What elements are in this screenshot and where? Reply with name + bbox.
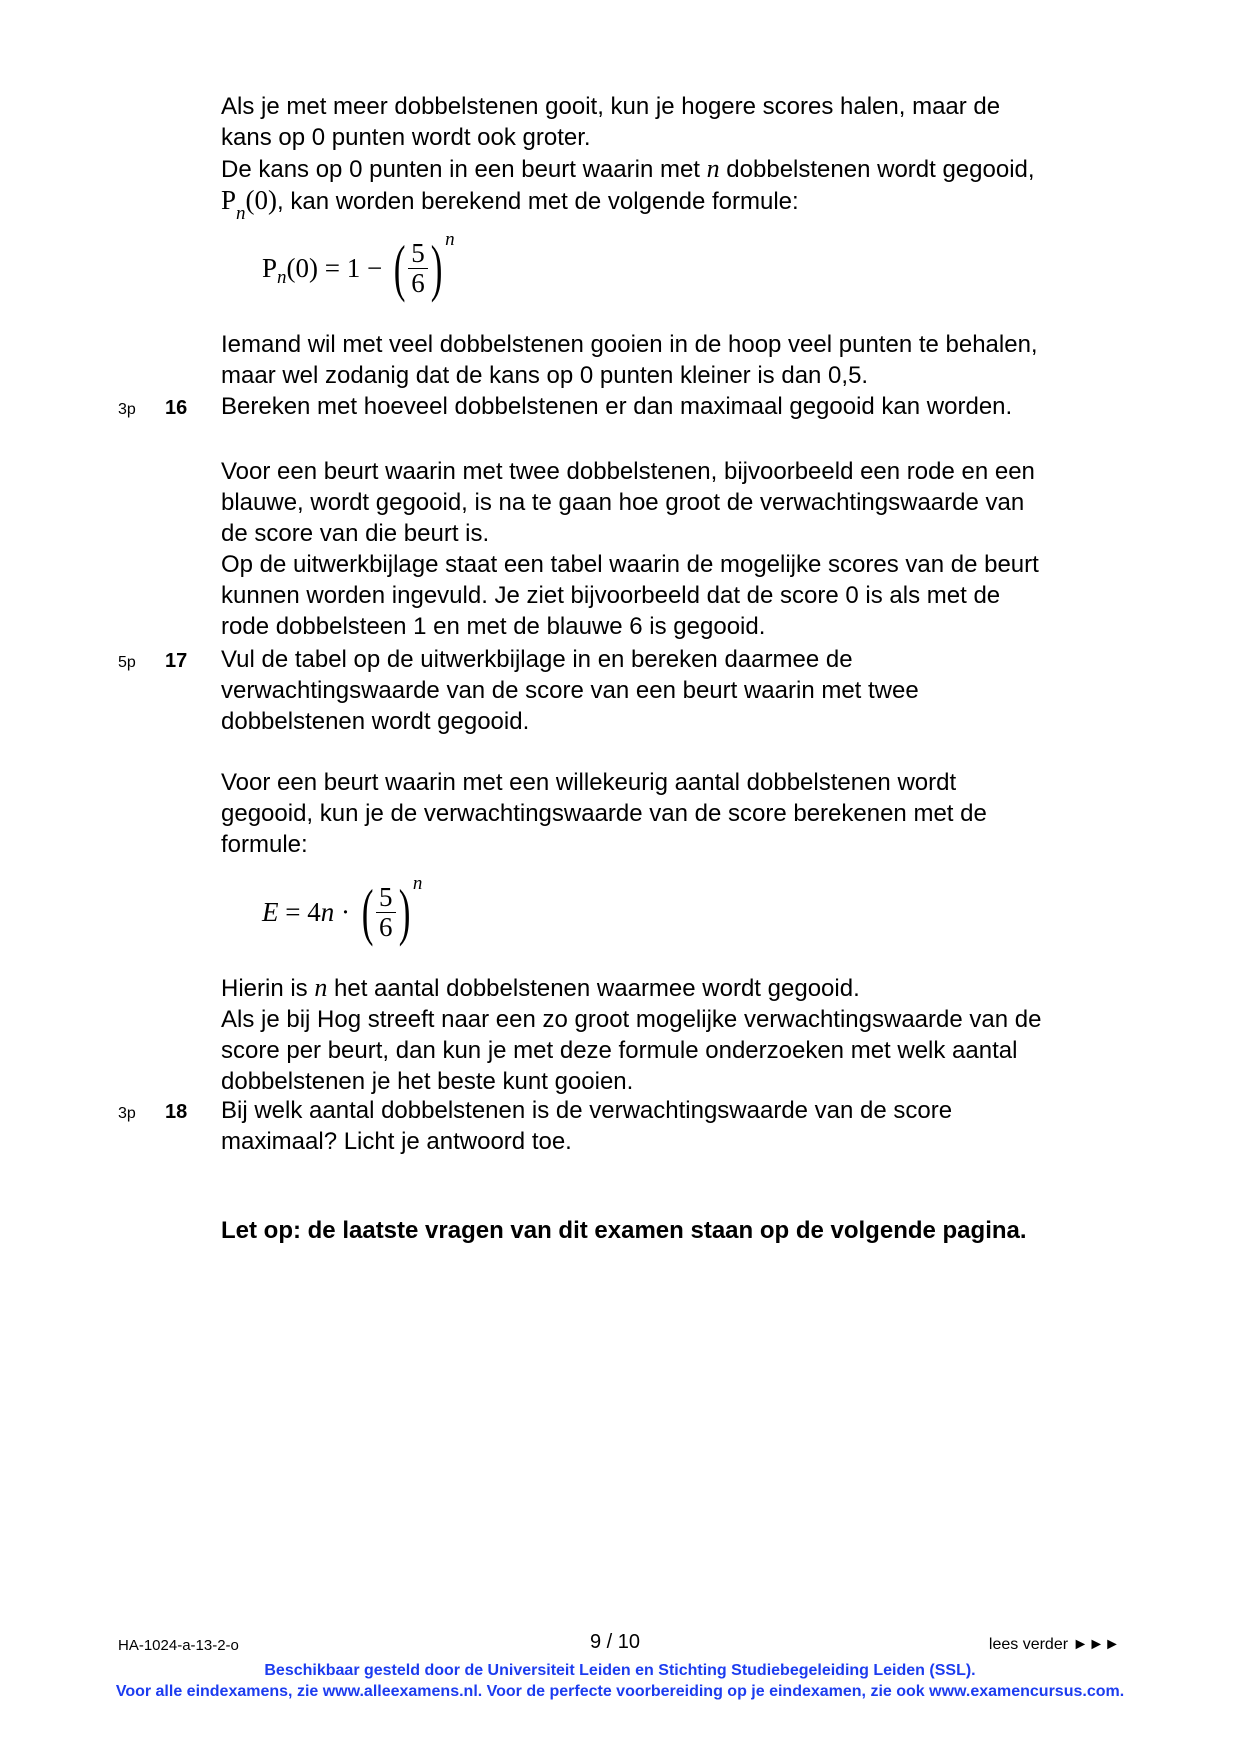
intro-line-4 [221, 185, 1151, 224]
q17-line: dobbelstenen wordt gegooid. [221, 708, 530, 735]
formula1-numerator: 5 [408, 239, 428, 268]
para5-line: Als je bij Hog streeft naar een zo groot mogelijke verwachtingswaarde van de [221, 1006, 1042, 1033]
para5-text-b: het aantal dobbelstenen waarmee wordt gegooid. [327, 975, 860, 1002]
para3-line: rode dobbelsteen 1 en met de blauwe 6 is gegooid. [221, 613, 766, 640]
intro-line-3 [221, 153, 1151, 185]
formula2-right-paren: ) [398, 876, 411, 947]
formula2-numerator: 5 [376, 883, 396, 912]
para3-line: de score van die beurt is. [221, 520, 490, 547]
question-18 [221, 1095, 1151, 1157]
prob-symbol: P [221, 185, 237, 215]
para2-line-1: Iemand wil met veel dobbelstenen gooien in de hoop veel punten te behalen, [221, 331, 1038, 358]
formula2-fraction [376, 883, 396, 941]
intro-line-4-text: , kan worden berekend met de volgende formule: [277, 188, 799, 215]
paragraph-5 [221, 972, 1151, 1097]
q17-line: verwachtingswaarde van de score van een beurt waarin met twee [221, 677, 919, 704]
formula1-left-paren: ( [393, 232, 406, 303]
paragraph-2 [221, 329, 1151, 391]
para2-line-2: maar wel zodanig dat de kans op 0 punten kleiner is dan 0,5. [221, 362, 869, 389]
formula1-equals: = 1 − [318, 252, 389, 283]
credit-line-1: Beschikbaar gesteld door de Universiteit Leiden en Stichting Studiebegeleiding Leiden (SSL). [264, 1662, 976, 1679]
formula2-equals: = 4 [278, 896, 321, 927]
formula1-p: P [262, 252, 278, 283]
para5-line-1 [221, 972, 1151, 1004]
credit-line-2[interactable]: Voor alle eindexamens, zie www.alleexamens.nl. Voor de perfecte voorbereiding op je eindexamen, zie ook www.examencursus.com. [115, 1683, 1125, 1700]
formula2-denominator: 6 [379, 911, 393, 942]
q17-line: Vul de tabel op de uitwerkbijlage in en bereken daarmee de [221, 646, 853, 673]
para3-line: Op de uitwerkbijlage staat een tabel waarin de mogelijke scores van de beurt [221, 551, 1039, 578]
question-17 [221, 644, 1151, 737]
prob-argument: (0) [245, 185, 278, 215]
formula1-exponent: n [445, 229, 455, 250]
para5-line: dobbelstenen je het beste kunt gooien. [221, 1068, 634, 1095]
para3-line: kunnen worden ingevuld. Je ziet bijvoorbeeld dat de score 0 is als met de [221, 582, 1001, 609]
formula2-n: n [320, 896, 335, 927]
para4-line: formule: [221, 831, 308, 858]
intro-line-3-text-b: dobbelstenen wordt gegooid, [719, 156, 1035, 183]
formula1-right-paren: ) [430, 232, 443, 303]
prob-subscript: n [236, 203, 246, 224]
para4-line: Voor een beurt waarin met een willekeurig aantal dobbelstenen wordt [221, 769, 957, 796]
variable-n: n [314, 973, 328, 1002]
q18-number: 18 [165, 1101, 188, 1123]
q16-number: 16 [165, 397, 188, 419]
formula2-dot: · [334, 896, 357, 927]
q16-points: 3p [118, 401, 136, 418]
variable-n: n [706, 154, 720, 183]
q18-points: 3p [118, 1105, 136, 1122]
formula2-exponent: n [412, 873, 423, 894]
exam-code: HA-1024-a-13-2-o [118, 1637, 239, 1654]
intro-line-2: kans op 0 punten wordt ook groter. [221, 124, 591, 151]
formula1-denominator: 6 [411, 267, 425, 298]
formula1-argument: (0) [286, 252, 319, 283]
notice-text: Let op: de laatste vragen van dit examen staan op de volgende pagina. [221, 1217, 1027, 1244]
formula-p-n-zero [262, 229, 455, 303]
paragraph-3 [221, 456, 1151, 642]
para3-line: blauwe, wordt gegooid, is na te gaan hoe groot de verwachtingswaarde van [221, 489, 1025, 516]
q18-line: Bij welk aantal dobbelstenen is de verwachtingswaarde van de score [221, 1097, 953, 1124]
q17-points: 5p [118, 654, 136, 671]
q18-line: maximaal? Licht je antwoord toe. [221, 1128, 572, 1155]
formula1-fraction [408, 239, 428, 297]
q16-text: Bereken met hoeveel dobbelstenen er dan maximaal gegooid kan worden. [221, 393, 1013, 420]
intro-line-1: Als je met meer dobbelstenen gooit, kun je hogere scores halen, maar de [221, 93, 1001, 120]
formula2-left-paren: ( [361, 876, 374, 947]
para3-line: Voor een beurt waarin met twee dobbelstenen, bijvoorbeeld een rode en een [221, 458, 1035, 485]
page-number: 9 / 10 [590, 1631, 641, 1653]
paragraph-4 [221, 767, 1151, 860]
formula1-subscript: n [277, 267, 287, 288]
intro-paragraph [221, 91, 1151, 224]
formula-expected-value [262, 873, 423, 947]
para5-text-a: Hierin is [221, 975, 315, 1002]
intro-line-3-text-a: De kans op 0 punten in een beurt waarin met [221, 156, 707, 183]
next-page-notice [221, 1215, 1151, 1246]
q17-number: 17 [165, 650, 188, 672]
para5-line: score per beurt, dan kun je met deze formule onderzoeken met welk aantal [221, 1037, 1018, 1064]
question-16 [221, 391, 1151, 422]
formula2-e: E [262, 896, 279, 927]
continue-indicator: lees verder ►►► [988, 1636, 1120, 1653]
para4-line: gegooid, kun je de verwachtingswaarde van de score berekenen met de [221, 800, 987, 827]
